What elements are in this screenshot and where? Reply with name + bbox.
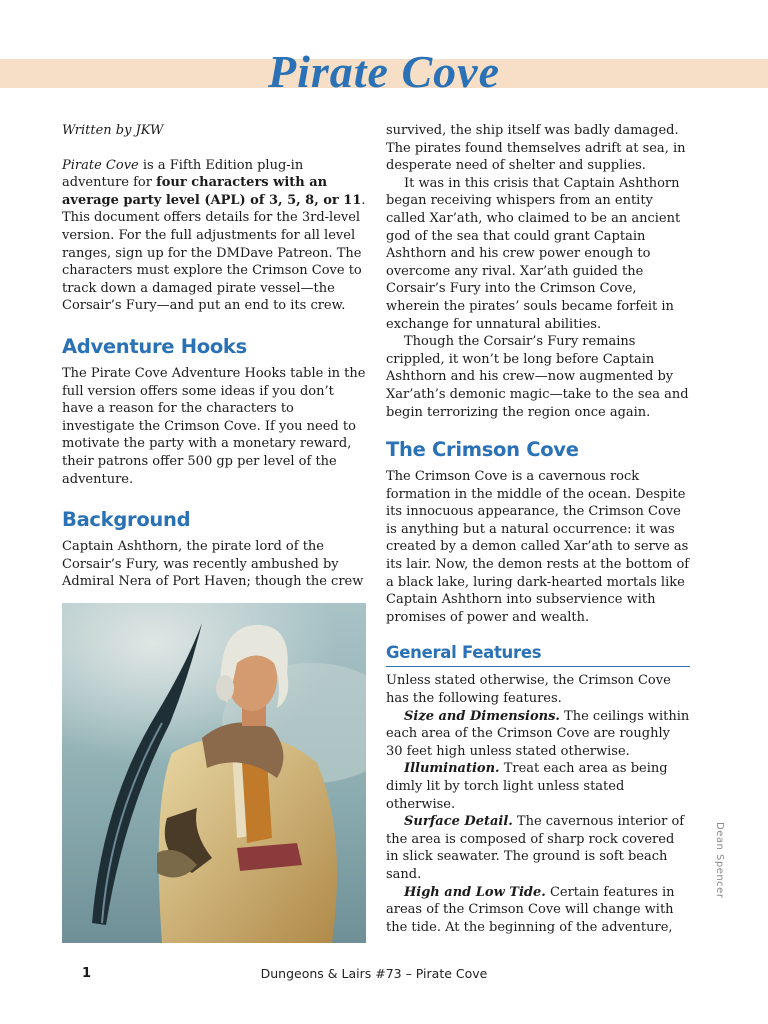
general-features-intro: Unless stated otherwise, the Crimson Cove has the following features.	[386, 673, 671, 707]
crimson-cove-heading: The Crimson Cove	[386, 438, 579, 462]
page-title: Pirate Cove	[268, 46, 500, 97]
crimson-cove-text: The Crimson Cove is a cavernous rock formation in the middle of the ocean. Despite its innocuous appearance, the Crimson Cove is anything but a natural occurrence: it was created by a demon called Xar’ath to serve as its lair. Now, the demon rests at the bottom of a black lake, luring dark-hearted mortals like Captain Ashthorn into subservience with promises of power and wealth.	[386, 469, 690, 625]
byline: Written by JKW	[62, 123, 164, 138]
feature-illumination: Illumination. Treat each area as being dimly lit by torch light unless stated otherwise.	[386, 761, 668, 812]
feature-surface-detail: Surface Detail. The cavernous interior of the area is composed of sharp rock covered in slick seawater. The ground is soft beach sand.	[386, 814, 685, 882]
footer-title: Dungeons & Lairs #73 – Pirate Cove	[260, 966, 488, 981]
general-features-heading: General Features	[386, 642, 690, 667]
left-column	[62, 122, 366, 591]
feature-size-and-dimensions: Size and Dimensions. The ceilings within each area of the Crimson Cove are roughly 30 feet high unless stated otherwise.	[386, 708, 690, 759]
background-heading: Background	[62, 508, 191, 532]
background-paragraph-2: It was in this crisis that Captain Ashthorn began receiving whispers from an entity called Xar’ath, who claimed to be an ancient god of the sea that could grant Captain Ashthorn and his crew power enough to overcome any rival. Xar’ath guided the Corsair’s Fury into the Crimson Cove, wherein the pirates’ souls became forfeit in exchange for unnatural abilities.	[386, 175, 681, 332]
page-number: 1	[82, 966, 92, 981]
adventure-hooks-text: The Pirate Cove Adventure Hooks table in the full version offers some ideas if you don’t have a reason for the characters to investigate the Crimson Cove. If you need to motivate the party with a monetary reward, their patrons offer 500 gp per level of the adventure.	[62, 365, 366, 487]
background-text: Captain Ashthorn, the pirate lord of the Corsair’s Fury, was recently ambushed by Admiral Nera of Port Haven; though the crew	[62, 539, 364, 590]
feature-high-and-low-tide: High and Low Tide. Certain features in areas of the Crimson Cove will change with the tide. At the beginning of the adventure,	[386, 884, 675, 935]
background-paragraph-3: Though the Corsair’s Fury remains crippled, it won’t be long before Captain Ashthorn and his crew—now augmented by Xar’ath’s demonic magic—take to the sea and begin terrorizing the region once again.	[386, 334, 689, 420]
pirate-captain-illustration	[62, 603, 366, 943]
right-column	[386, 122, 690, 936]
background-continued: survived, the ship itself was badly damaged. The pirates found themselves adrift at sea, in desperate need of shelter and supplies.	[386, 123, 686, 174]
adventure-hooks-heading: Adventure Hooks	[62, 334, 247, 358]
illustration-credit: Dean Spencer	[714, 822, 725, 899]
intro-paragraph: Pirate Cove is a Fifth Edition plug-in adventure for four characters with an average party level (APL) of 3, 5, 8, or 11. This document offers details for the 3rd-level version. For the full adjustments for all level ranges, sign up for the DMDave Patreon. The characters must explore the Crimson Cove to track down a damaged pirate vessel—the Corsair’s Fury—and put an end to its crew.	[62, 157, 366, 314]
